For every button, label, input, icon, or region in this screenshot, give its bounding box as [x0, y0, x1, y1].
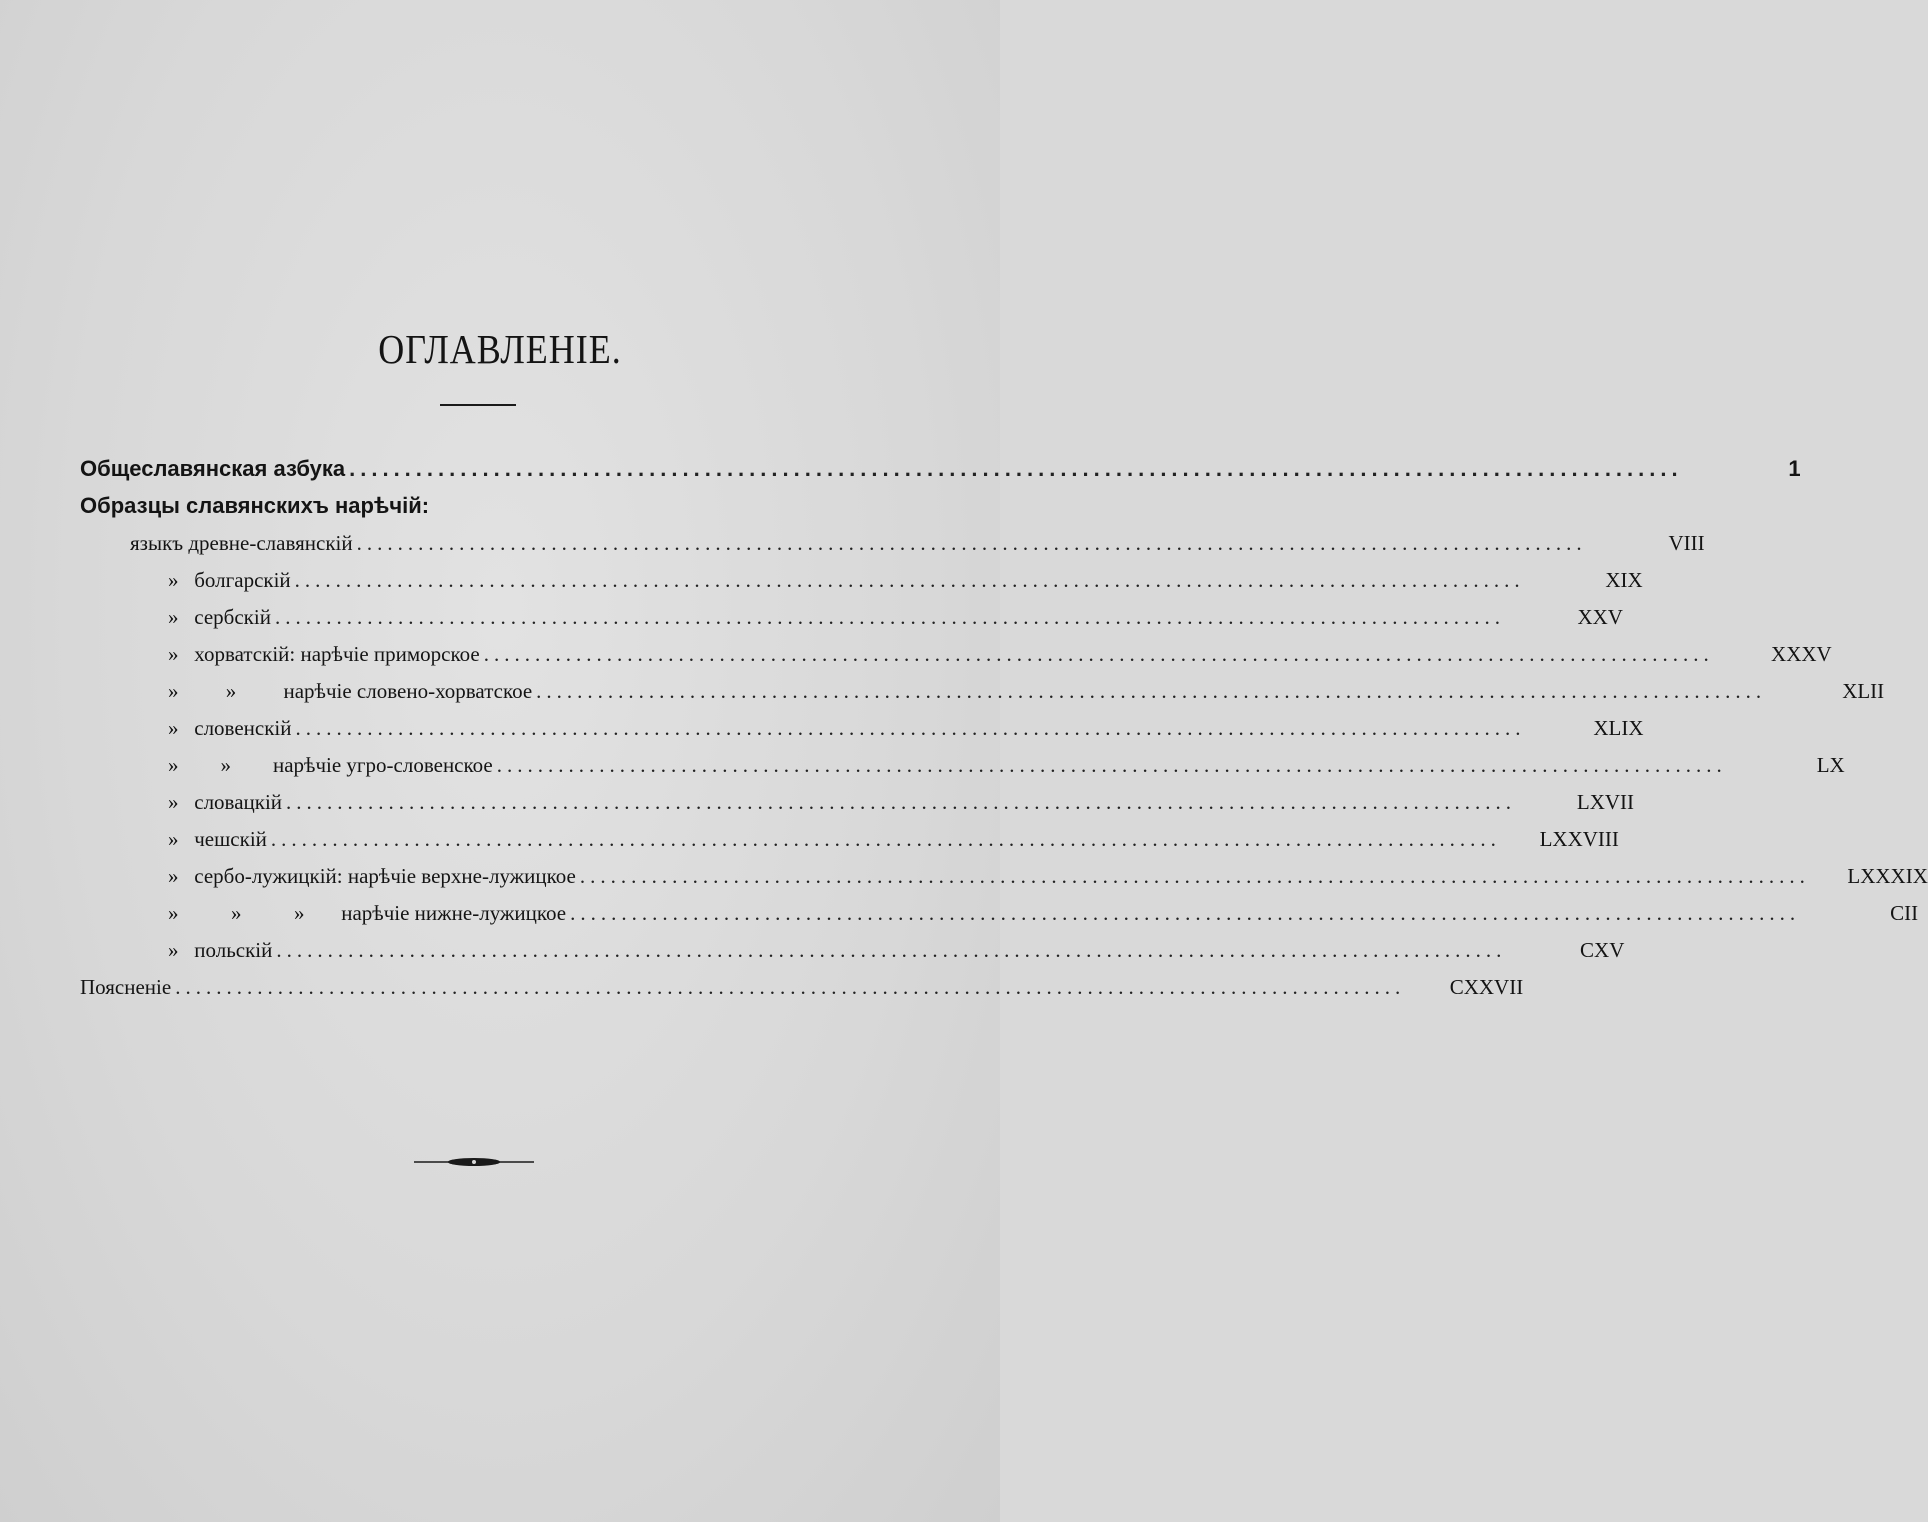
toc-entry-title: » болгарскій	[168, 568, 291, 592]
toc-entry	[80, 563, 1643, 597]
toc-page-number: CXXVII	[1449, 975, 1524, 999]
toc-entry-title: » » » нарѣчіе нижне-лужицкое	[168, 901, 567, 925]
toc-leader-dots: ........................................................................................................................	[536, 679, 1767, 703]
toc-entry	[80, 822, 1619, 856]
toc-leader-dots: ........................................................................................................................	[570, 901, 1801, 925]
end-ornament-icon	[414, 1152, 534, 1172]
toc-leader-dots: ........................................................................................................................	[356, 531, 1587, 555]
toc-entry-title: » » нарѣчіе словено-хорватское	[168, 679, 533, 703]
toc-entry	[80, 452, 1801, 486]
toc-page-number: CXV	[1580, 938, 1625, 962]
toc-entry-title: языкъ древне-славянскій	[130, 531, 353, 555]
toc-page-number: XLII	[1842, 679, 1885, 703]
toc-entry-title: » хорватскій: нарѣчіе приморское	[168, 642, 480, 666]
toc-entry	[80, 896, 1919, 930]
toc-page-number: LXXXIX	[1847, 864, 1928, 888]
toc-page-number: LXVII	[1576, 790, 1635, 814]
toc-page-number: XXXV	[1771, 642, 1832, 666]
toc-leader-dots: ........................................................................................................................	[295, 716, 1526, 740]
toc-entry-title: Поясненіе	[80, 975, 172, 999]
toc-entry	[80, 674, 1885, 708]
toc-entry	[80, 489, 870, 523]
toc-leader-dots: ........................................................................................................................	[274, 605, 1505, 629]
toc-page-number: XXV	[1577, 605, 1623, 629]
toc-page-number: LXXVIII	[1539, 827, 1619, 851]
toc-entry	[80, 637, 1832, 671]
toc-page-number: XIX	[1605, 568, 1643, 592]
toc-leader-dots: ........................................................................................................................	[175, 975, 1406, 999]
toc-leader-dots: ........................................................................................................................	[276, 938, 1507, 962]
toc-page-number: XLIX	[1593, 716, 1644, 740]
toc-entry	[80, 748, 1845, 782]
toc-entry	[80, 711, 1644, 745]
toc-entry-title: Общеславянская азбука	[80, 456, 346, 481]
toc-leader-dots: ........................................................................................................................	[349, 456, 1683, 481]
toc-entry-title: » сербо-лужицкій: нарѣчіе верхне-лужицкое	[168, 864, 576, 888]
toc-page-number: LX	[1816, 753, 1845, 777]
toc-leader-dots: ........................................................................................................................	[579, 864, 1810, 888]
toc-entry-title: » чешскій	[168, 827, 267, 851]
toc-leader-dots: ........................................................................................................................	[496, 753, 1727, 777]
toc-entry	[80, 785, 1635, 819]
toc-entry-title: » польскій	[168, 938, 273, 962]
toc-entry-title: » словацкій	[168, 790, 283, 814]
toc-page-number: VIII	[1668, 531, 1705, 555]
toc-page-number: CII	[1890, 901, 1919, 925]
toc-entry-title: » » нарѣчіе угро-словенское	[168, 753, 493, 777]
toc-entry-title: » словенскій	[168, 716, 292, 740]
toc-page-number: 1	[1788, 456, 1801, 481]
toc-leader-dots: ........................................................................................................................	[294, 568, 1525, 592]
toc-entry	[80, 859, 1928, 893]
toc-entry	[80, 526, 1705, 560]
toc-leader-dots: ........................................................................................................................	[286, 790, 1517, 814]
toc-entry	[80, 600, 1623, 634]
page-title: ОГЛАВЛЕНІЕ.	[378, 326, 622, 372]
toc-leader-dots: ........................................................................................................................	[270, 827, 1501, 851]
toc-entry	[80, 970, 1524, 1004]
toc-entry-title: Образцы славянскихъ нарѣчій:	[80, 493, 430, 518]
toc-entry-title: » сербскій	[168, 605, 271, 629]
toc-entry	[80, 933, 1625, 967]
toc-leader-dots: ........................................................................................................................	[483, 642, 1714, 666]
